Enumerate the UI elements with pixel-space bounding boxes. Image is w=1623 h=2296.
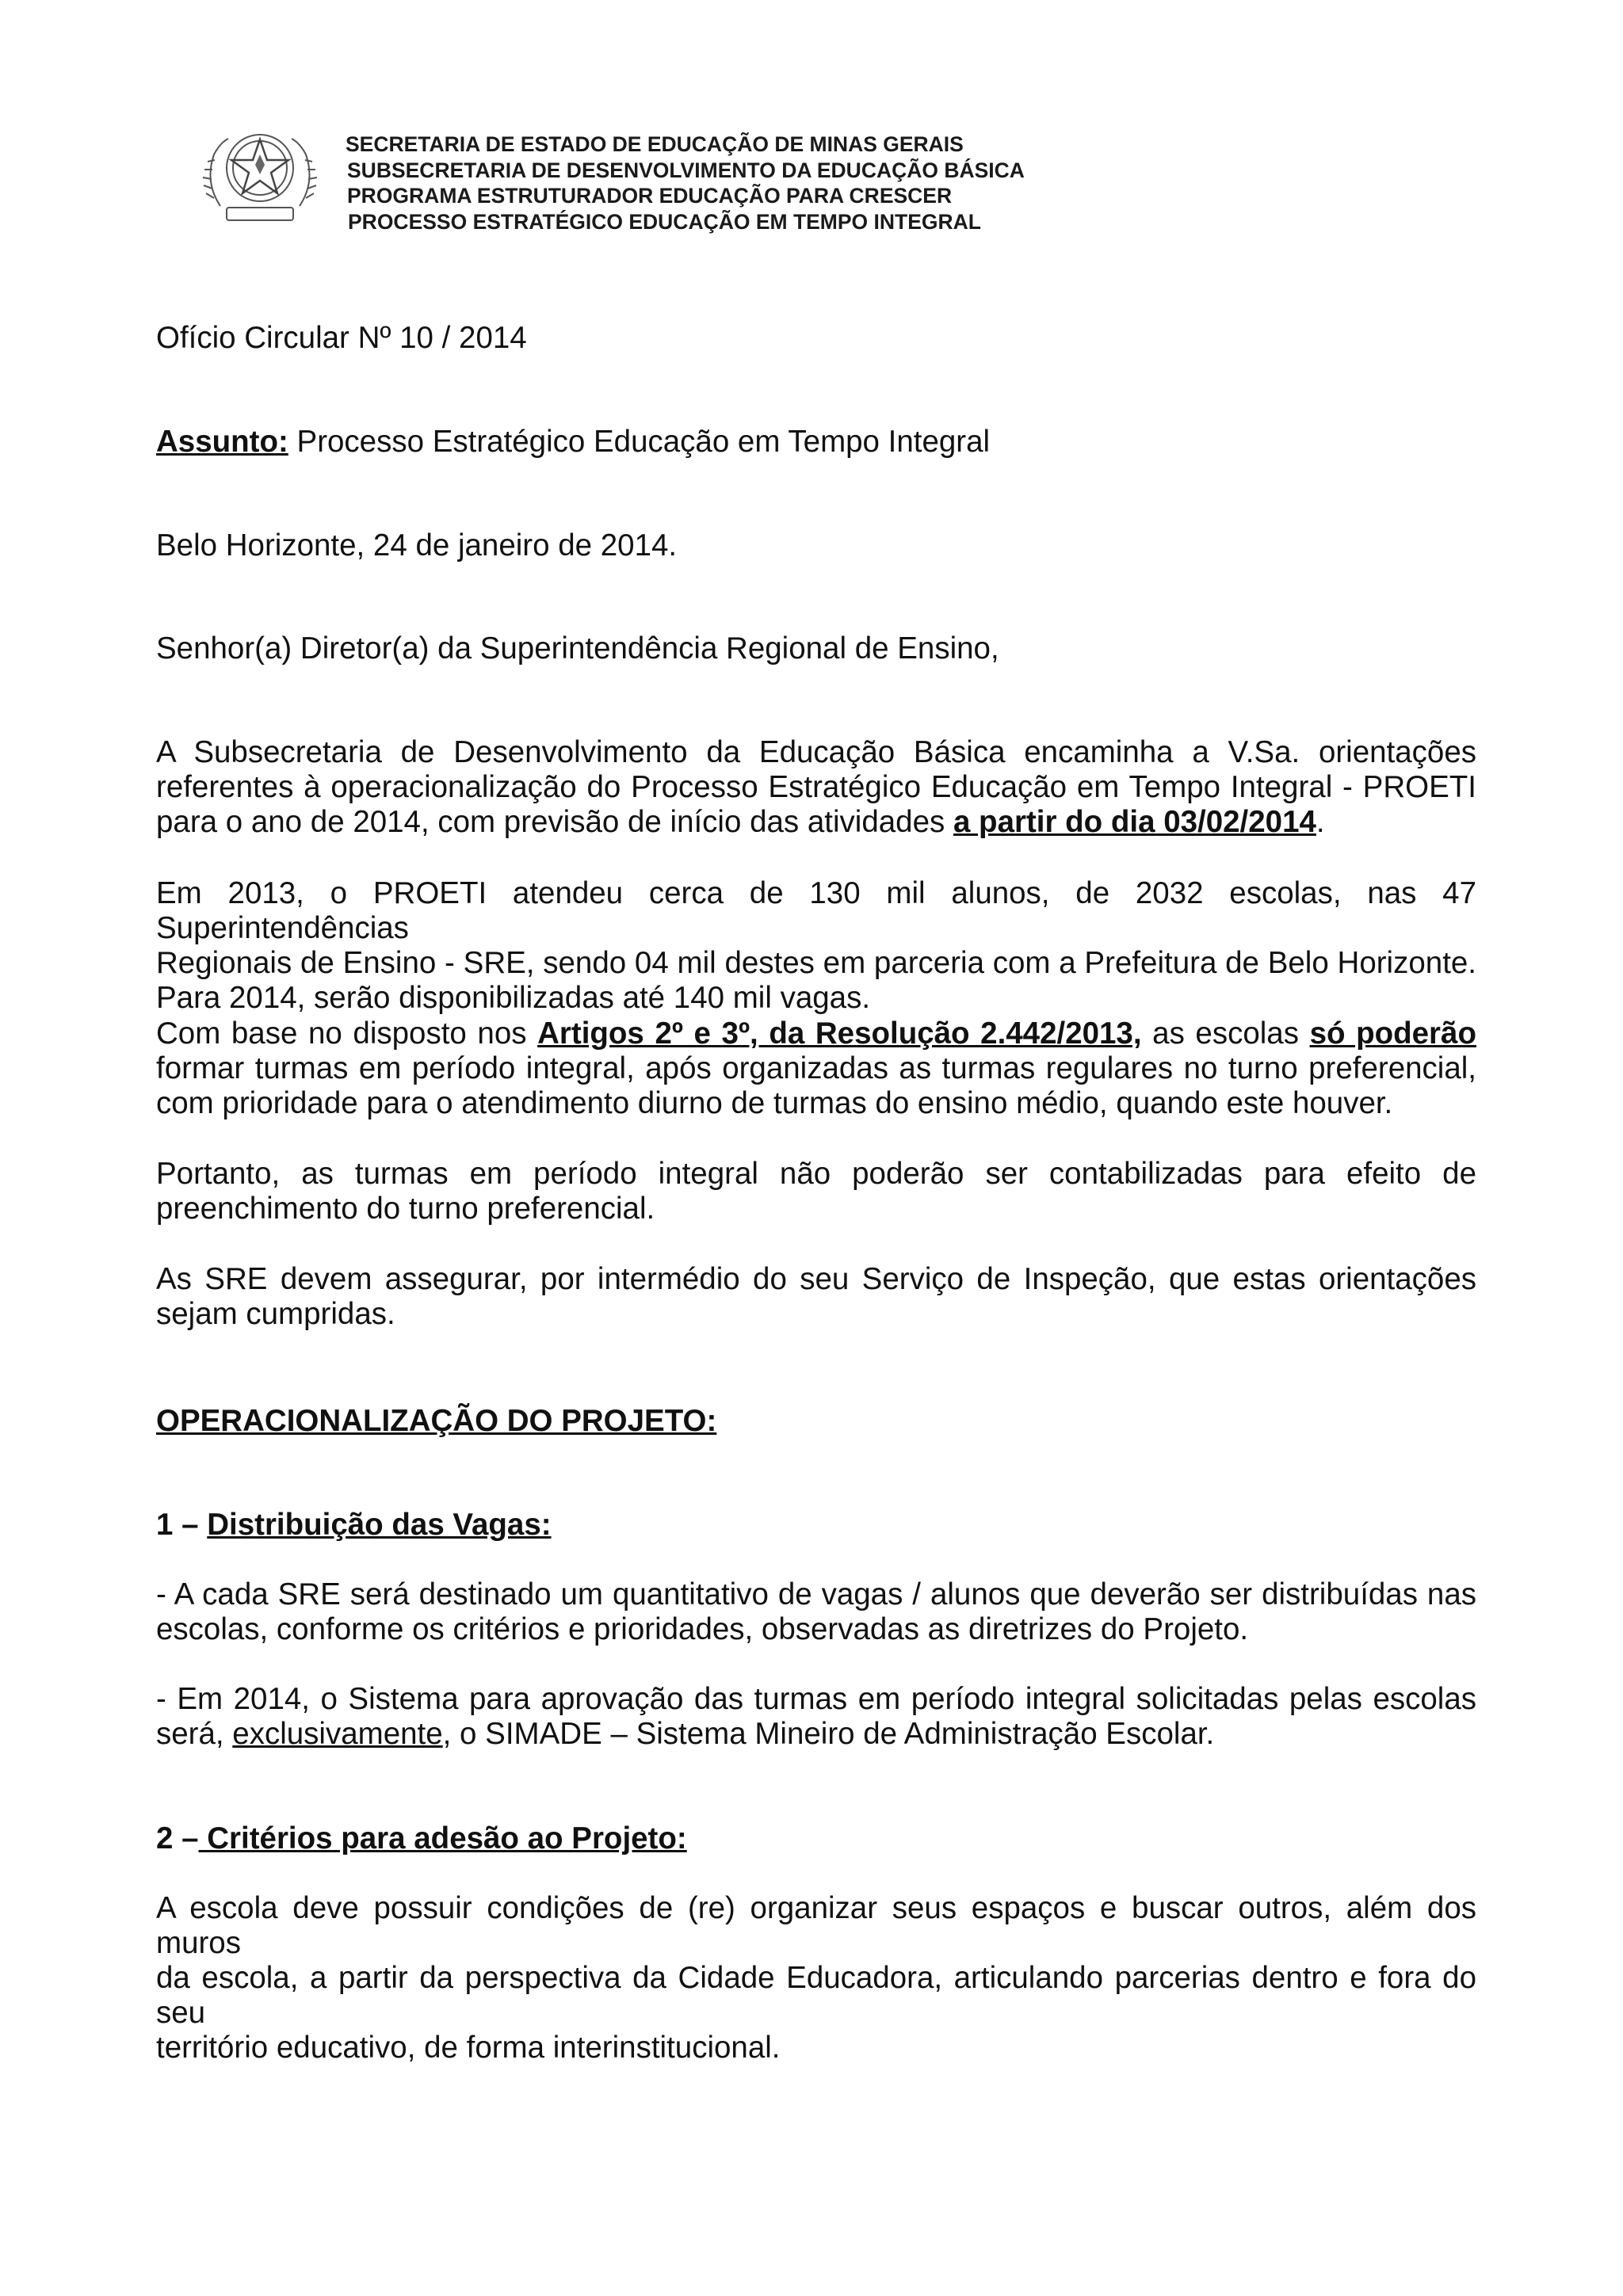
oficio-number: Ofício Circular Nº 10 / 2014: [156, 321, 527, 355]
text-run: , o SIMADE – Sistema Mineiro de Administração Escolar.: [442, 1717, 1215, 1751]
paragraph-line: formar turmas em período integral, após organizadas as turmas regulares no turno preferencial,: [156, 1051, 1476, 1085]
paragraph-3: [156, 1016, 1476, 1121]
paragraph-2: [156, 876, 1476, 1016]
letterhead-line: PROGRAMA ESTRUTURADOR EDUCAÇÃO PARA CRESCER: [347, 184, 953, 208]
paragraph-line: A escola deve possuir condições de (re) organizar seus espaços e buscar outros, além dos muros: [156, 1891, 1476, 1960]
letterhead: [346, 132, 1025, 235]
subject-line: [156, 425, 1476, 460]
emphasis-so-poderao: só poderão: [1309, 1016, 1476, 1051]
paragraph-1: [156, 735, 1476, 840]
text-run: será,: [156, 1717, 233, 1751]
paragraph-line: - Em 2014, o Sistema para aprovação das turmas em período integral solicitadas pelas escolas: [156, 1682, 1476, 1716]
section-title: OPERACIONALIZAÇÃO DO PROJETO:: [156, 1404, 717, 1438]
subject-text: Processo Estratégico Educação em Tempo Integral: [288, 425, 991, 459]
paragraph-line: [156, 805, 1476, 840]
paragraph-line: Regionais de Ensino - SRE, sendo 04 mil destes em parceria com a Prefeitura de Belo Horizonte.: [156, 946, 1476, 980]
text-run: .: [1316, 805, 1325, 839]
section-2-heading: [156, 1821, 1476, 1856]
paragraph-line: A Subsecretaria de Desenvolvimento da Educação Básica encaminha a V.Sa. orientações: [156, 735, 1476, 769]
paragraph-line: da escola, a partir da perspectiva da Cidade Educadora, articulando parcerias dentro e fora do seu: [156, 1961, 1476, 2030]
text-run: Com base no disposto nos: [156, 1016, 538, 1051]
resolution-reference: Artigos 2º e 3º, da Resolução 2.442/2013,: [537, 1016, 1142, 1051]
emphasis-exclusivamente: exclusivamente: [232, 1717, 443, 1751]
paragraph-line: escolas, conforme os critérios e prioridades, observadas as diretrizes do Projeto.: [156, 1612, 1249, 1646]
date-line: Belo Horizonte, 24 de janeiro de 2014.: [156, 528, 678, 563]
paragraph-5: [156, 1262, 1476, 1332]
paragraph-line: referentes à operacionalização do Processo Estratégico Educação em Tempo Integral - PROETI: [156, 770, 1476, 804]
section-heading-text: Distribuição das Vagas:: [207, 1508, 552, 1542]
paragraph-line: - A cada SRE será destinado um quantitativo de vagas / alunos que deverão ser distribuídas nas: [156, 1577, 1476, 1611]
paragraph-line: Para 2014, serão disponibilizadas até 140 mil vagas.: [156, 981, 871, 1015]
section-1-item-1: [156, 1577, 1476, 1647]
text-run: para o ano de 2014, com previsão de início das atividades: [156, 805, 953, 839]
section-number: 1 –: [156, 1508, 208, 1542]
paragraph-line: Portanto, as turmas em período integral não poderão ser contabilizadas para efeito de: [156, 1157, 1476, 1191]
paragraph-line: [156, 1717, 1476, 1752]
letterhead-line: SUBSECRETARIA DE DESENVOLVIMENTO DA EDUCAÇÃO BÁSICA: [347, 158, 1025, 182]
coat-of-arms-seal: [197, 119, 323, 238]
paragraph-line: As SRE devem assegurar, por intermédio do seu Serviço de Inspeção, que estas orientações: [156, 1262, 1476, 1296]
start-date-emphasis: a partir do dia 03/02/2014: [953, 805, 1316, 839]
text-run: as escolas: [1141, 1016, 1310, 1051]
subject-label: Assunto:: [156, 425, 288, 459]
letterhead-line: SECRETARIA DE ESTADO DE EDUCAÇÃO DE MINAS GERAIS: [346, 132, 964, 156]
section-1-heading: [156, 1508, 1476, 1543]
paragraph-line: sejam cumpridas.: [156, 1297, 395, 1331]
salutation: Senhor(a) Diretor(a) da Superintendência Regional de Ensino,: [156, 631, 999, 666]
letterhead-line: PROCESSO ESTRATÉGICO EDUCAÇÃO EM TEMPO INTEGRAL: [348, 209, 981, 234]
section-2-paragraph: [156, 1891, 1476, 2065]
section-number: 2 –: [156, 1821, 199, 1855]
section-heading-text: Critérios para adesão ao Projeto:: [198, 1821, 687, 1855]
section-1-item-2: [156, 1682, 1476, 1752]
paragraph-line: com prioridade para o atendimento diurno de turmas do ensino médio, quando este houver.: [156, 1086, 1393, 1120]
paragraph-4: [156, 1157, 1476, 1226]
paragraph-line: [156, 1016, 1476, 1051]
paragraph-line: território educativo, de forma interinstitucional.: [156, 2031, 781, 2065]
paragraph-line: preenchimento do turno preferencial.: [156, 1192, 655, 1226]
paragraph-line: Em 2013, o PROETI atendeu cerca de 130 mil alunos, de 2032 escolas, nas 47 Superintendências: [156, 876, 1476, 945]
